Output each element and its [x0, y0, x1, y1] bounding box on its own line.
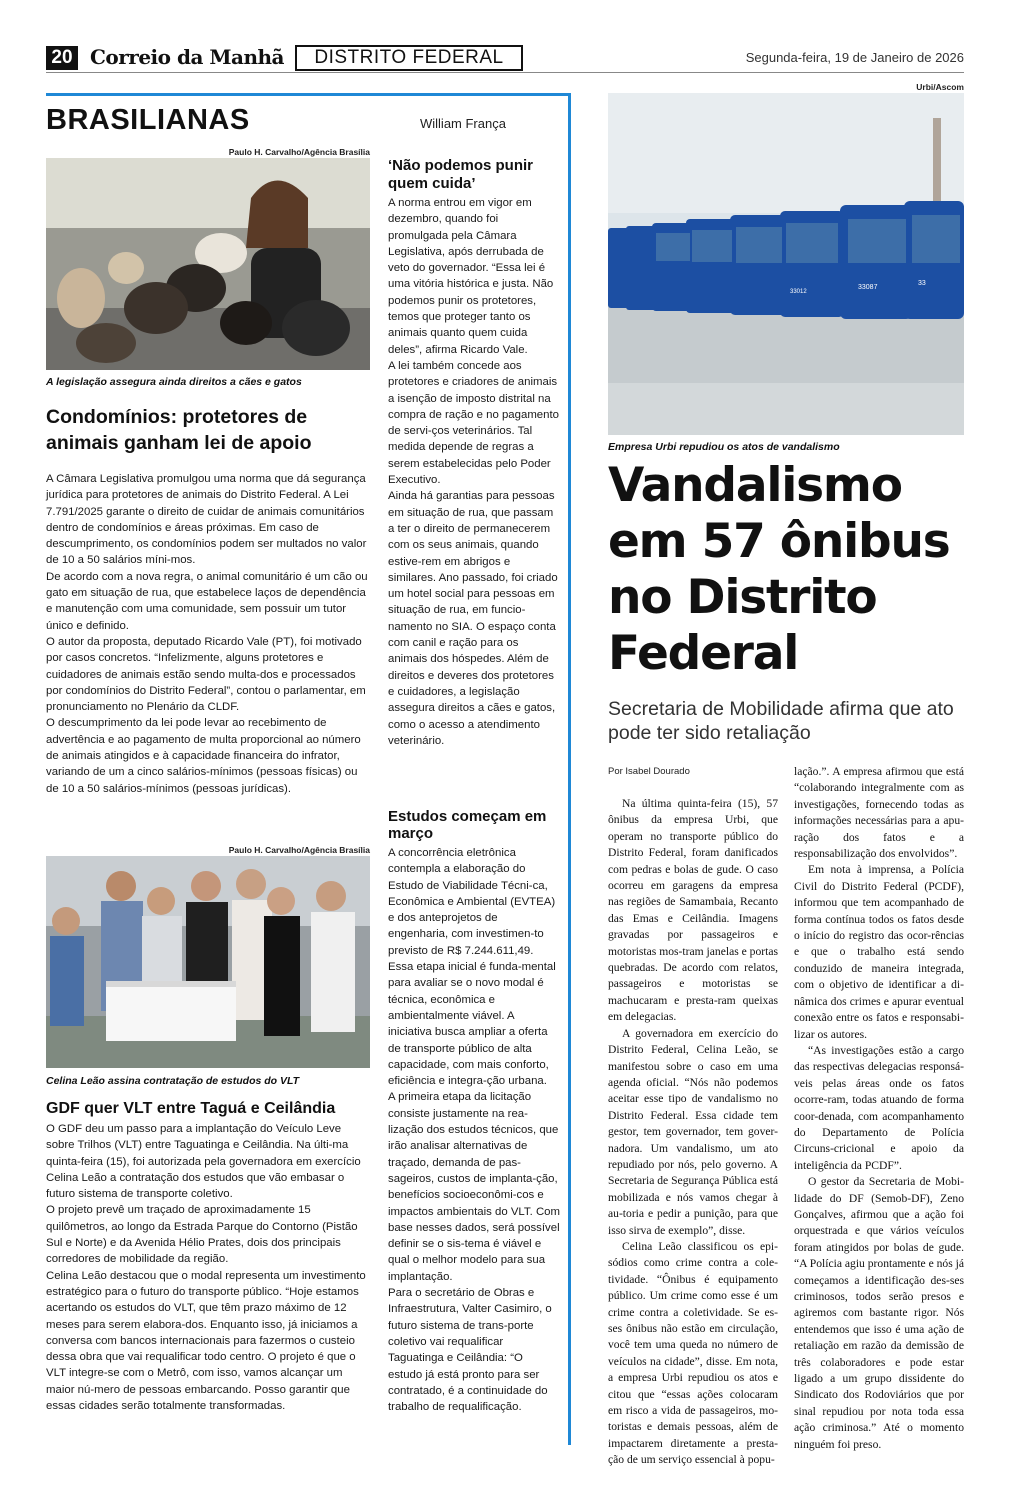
photo-caption: Empresa Urbi repudiou os atos de vandalismo	[608, 441, 840, 453]
main-subheadline: Secretaria de Mobilidade afirma que ato pode ter sido retaliação	[608, 698, 954, 744]
paragraph: Celina Leão destacou que o modal representa um investimento estratégico para o futuro do transporte público. “Hoje estamos acertando os estudos do VLT, que têm prazo máximo de 12 meses para serem elabora-dos. Enquanto isso, já iniciamos a conversa com bancos internacionais para fazermos o custeio dessa obra que vai requalificar todo centro. O projeto é que o VLT integre-se com o Metrô, com isso, vamos alcançar um maior nú-mero de pessoas embarcando. Posso garantir que essas cidades serão totalmente transformadas.	[46, 1269, 366, 1413]
article-headline: GDF quer VLT entre Taguá e Ceilândia	[46, 1100, 336, 1117]
column-author: William França	[420, 116, 506, 131]
sidebar-body	[388, 845, 560, 1415]
photo-credit: Paulo H. Carvalho/Agência Brasília	[228, 845, 370, 855]
bus-number: 33	[918, 280, 926, 287]
photo-caption: Celina Leão assina contratação de estudos do VLT	[46, 1075, 300, 1087]
sidebar-headline: Estudos começam em março	[388, 808, 547, 842]
paragraph: A concorrência eletrônica contempla a elaboração do Estudo de Viabilidade Técni-ca, Econômica e Ambiental (EVTEA) e dos anteprojetos de engenharia, com investimen-to previsto de R$ 7.244.611,49. Essa etapa inicial é funda-mental para avaliar se o novo modal é técnica, econômica e ambientalmente viável. A iniciativa busca ampliar a oferta de transporte público de alta capacidade, com mais conforto, eficiência e integra-ção urbana.	[388, 847, 556, 1088]
main-headline: Vandalismo em 57 ônibus no Distrito Federal	[608, 458, 950, 681]
section-label: DISTRITO FEDERAL	[295, 45, 523, 71]
article-body	[46, 471, 371, 797]
paragraph: O gestor da Secretaria de Mobi-lidade do DF (Semob-DF), Zeno Gonçalves, afirmou que a ação foi orquestrada e que vários veículos foram atingidos por bolas de gude. “A Polícia agiu prontamente e nós já começamos a identificação des-ses criminosos, todos serão presos e agiremos com bastante rigor. Nós entendemos que isso é uma ação de retaliação em razão da demissão de três colaboradores e pode estar ligado a um grupo dissidente do Sindicato dos Rodoviários que por sinal repudiou por nota toda essa ação criminosa.” Até o momento ninguém foi preso.	[794, 1175, 964, 1451]
article-body	[46, 1121, 371, 1414]
paragraph: A primeira etapa da licitação consiste justamente na rea-lização dos estudos técnicos, que irão analisar alternativas de traçado, demanda de pas-sageiros, custos de implanta-ção, benefícios socioeconômi-cos e impactos ambientais do VLT. Com base nesses dados, será possível definir se o sis-tema é viável e qual o melhor modelo para sua implantação.	[388, 1091, 560, 1283]
paragraph: O GDF deu um passo para a implantação do Veículo Leve sobre Trilhos (VLT) entre Taguatinga e Ceilândia. Na últi-ma quinta-feira (15), foi autorizada pela governadora em exercício Celina Leão a contratação dos estudos que vão embasar o futuro sistema de transporte coletivo.	[46, 1123, 361, 1201]
main-column-2	[794, 764, 964, 1453]
paragraph: O descumprimento da lei pode levar ao recebimento de advertência e ao pagamento de multa proporcional ao número de animais atingidos e à capacidade financeira do infrator, variando de um a cinco salários-mínimos (pessoas físicas) ou de 10 a 50 salários-mínimos (pessoas jurídicas).	[46, 717, 361, 795]
column-frame-right	[568, 93, 571, 1445]
page-number: 20	[46, 46, 78, 70]
paragraph: A governadora em exercício do Distrito Federal, Celina Leão, se manifestou sobre o caso em uma agenda oficial. “Nós não podemos aceitar esse tipo de vandalismo no Distrito Federal. Essa cidade tem gestor, tem governador, tem gover-nadora. Um vandalismo, um ato repudiado por nós, pelo governo. A Secretaria de Segurança Pública está mobilizada e nós vamos chegar à au-toria e pedir a punição, para que isso sirva de exemplo”, disse.	[608, 1026, 778, 1237]
issue-date: Segunda-feira, 19 de Janeiro de 2026	[745, 50, 964, 65]
sidebar-body	[388, 195, 560, 749]
paragraph: “As investigações estão a cargo das respectivas delegacias responsá-veis pelas áreas onde os fatos ocorre-ram, todas atuando de forma coor-denada, com acompanhamento do Departamento de Polícia Circuns-cricional e apoio da inteligência da PCDF”.	[794, 1043, 964, 1172]
main-column-1	[608, 796, 778, 1469]
bus-number: 33012	[790, 289, 807, 295]
dogs-photo	[46, 158, 370, 370]
paragraph: lação.”. A empresa afirmou que está “colaborando integralmente com as investigações, fornecendo todas as informações necessárias para a apu-ração dos fatos e a responsabilização dos envolvidos”.	[794, 765, 964, 861]
paragraph: A norma entrou em vigor em dezembro, quando foi promulgada pela Câmara Legislativa, após derrubada de veto do governador. “Essa lei é uma vitória histórica e justa. Não podemos punir os protetores, temos que proteger tanto os animais quanto quem cuida deles”, afirma Ricardo Vale.	[388, 197, 554, 356]
byline: Por Isabel Dourado	[608, 766, 690, 777]
photo-credit: Paulo H. Carvalho/Agência Brasília	[228, 147, 370, 157]
buses-photo	[608, 93, 964, 435]
signing-photo	[46, 856, 370, 1068]
photo-credit: Urbi/Ascom	[916, 82, 964, 92]
paragraph: Na última quinta-feira (15), 57 ônibus da empresa Urbi, que operam no transporte público do Distrito Federal, foram danificados com pedras e bolas de gude. O caso ocorreu em garagens da empresa nas regiões de Samambaia, Recanto das Emas e Ceilândia. Imagens gravadas por passageiros e motoristas mos-tram janelas e portas quebradas. De acordo com relatos, passageiros e motoristas se machucaram e presta-ram queixas em delegacias.	[608, 797, 779, 1024]
photo-caption: A legislação assegura ainda direitos a cães e gatos	[46, 376, 302, 388]
column-title: BRASILIANAS	[46, 104, 250, 136]
paragraph: O autor da proposta, deputado Ricardo Vale (PT), foi motivado por casos concretos. “Infelizmente, alguns protetores e cuidadores de animais estão sendo multa-dos e processados por condomínios do Distrito Federal”, contou o parlamentar, em pronunciamento no Plenário da CLDF.	[46, 635, 366, 714]
bus-number: 33087	[858, 284, 878, 291]
column-frame-top	[46, 93, 570, 96]
paragraph: Celina Leão classificou os epi-sódios como crime contra a cole-tividade. “Ônibus é equipamento público. Um crime como esse é um crime contra a coletividade. Se es-ses ônibus não estão em circulação, você tem uma queda no número de veículos na cidade”, disse. Em nota, a empresa Urbi repudiou os atos e citou que “essas ações colocaram em risco a vida de passageiros, mo-toristas e demais pessoas, além de impactarem diretamente a presta-ção de um serviço essencial à popu-	[608, 1239, 778, 1467]
paragraph: Em nota à imprensa, a Polícia Civil do Distrito Federal (PCDF), informou que tem acompanhado de forma contínua todos os fatos desde o início do registro das ocor-rências e que o trabalho está sendo conduzido de maneira integrada, com o objetivo de identificar a di-nâmica dos crimes e apurar eventual conexão entre os fatos e responsabi-lizar os autores.	[794, 863, 964, 1041]
paragraph: O projeto prevê um traçado de aproximadamente 15 quilômetros, ao longo da Estrada Parque do Contorno (Pistão Sul e Norte) e da Avenida Hélio Prates, dois dos principais corredores de mobilidade da região.	[46, 1204, 358, 1266]
article-headline: Condomínios: protetores de animais ganham lei de apoio	[46, 406, 312, 454]
header-rule	[46, 72, 964, 73]
paragraph: De acordo com a nova regra, o animal comunitário é um cão ou gato em situação de rua, que estabelece laços de dependência e manutenção com uma comunidade, sem possuir um tutor único e definido.	[46, 570, 368, 632]
newspaper-masthead: Correio da Manhã	[90, 45, 285, 69]
paragraph: Ainda há garantias para pessoas em situação de rua, que passam a ter o direito de permanecerem com os seus animais, quando estive-rem em abrigos e similares. Ano passado, foi criado um hotel social para pessoas em situação de rua, em funcio-namento no SIA. O espaço conta com canil e ração para os animais dos hóspedes. Além de direitos e deveres dos protetores e cuidadores, a legislação assegura direitos a cães e gatos, como o acesso a atendimento veterinário.	[388, 490, 558, 747]
sidebar-headline: ‘Não podemos punir quem cuida’	[388, 157, 534, 192]
paragraph: A lei também concede aos protetores e criadores de animais a isenção de imposto distrital na compra de ração e no pagamento de servi-ços veterinários. Tal medida depende de regras a serem estabelecidas pelo Poder Executivo.	[388, 359, 559, 487]
paragraph: Para o secretário de Obras e Infraestrutura, Valter Casimiro, o futuro sistema de trans-porte coletivo vai requalificar Taguatinga e Ceilândia: “O estudo já está pronto para ser contratado, é a continuidade do trabalho de requalificação.	[388, 1287, 552, 1414]
paragraph: A Câmara Legislativa promulgou uma norma que dá segurança jurídica para protetores de animais do Distrito Federal. A Lei 7.791/2025 garante o direito de cuidar de animais comunitários dentro de condomínios e áreas próximas. Em caso de descumprimento, os condomínios podem ser multados no valor de 10 a 50 salários míni-mos.	[46, 473, 367, 567]
